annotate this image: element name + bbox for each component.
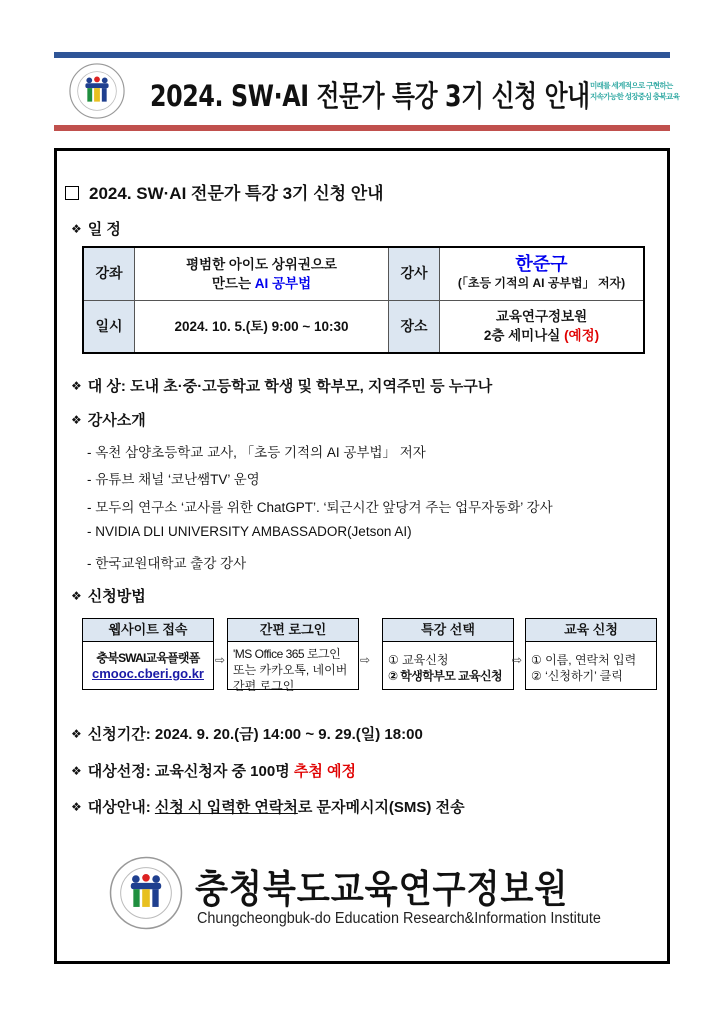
instructor-sub: (「초등 기적의 AI 공부법」 저자) <box>457 275 626 290</box>
bullet-diamond-icon: ❖ <box>71 379 82 393</box>
selection-highlight: 추첨 예정 <box>293 763 357 780</box>
step-title: 웹사이트 접속 <box>83 619 213 642</box>
step-line: ② 학생학부모 교육신청 <box>388 669 502 683</box>
course-highlight: AI 공부법 <box>254 275 312 291</box>
list-item: - 모두의 연구소 ‘교사를 위한 ChatGPT’. ‘퇴근시간 앞당겨 주는 업무자동화’ 강사 <box>87 500 553 515</box>
page-title: 2024. SW·AI 전문가 특강 3기 신청 안내 <box>150 79 590 113</box>
footer-org-name-kr: 충청북도교육연구정보원 <box>195 867 569 911</box>
step-line: 또는 카카오톡, 네이버 <box>233 663 348 677</box>
notice-label: 대상안내: <box>87 799 151 816</box>
label-course: 강좌 <box>83 247 135 300</box>
period-value: 2024. 9. 20.(금) 14:00 ~ 9. 29.(일) 18:00 <box>154 726 423 743</box>
bullet-diamond-icon: ❖ <box>71 413 82 427</box>
method-heading-text: 신청방법 <box>87 588 146 605</box>
step-line: 'MS Office 365 로그인 <box>233 647 341 661</box>
step-body <box>526 642 656 688</box>
header-bottom-bar <box>54 125 670 131</box>
footer-org-name-en: Chungcheongbuk-do Education Research&Information Institute <box>197 910 601 927</box>
target-label: 대 상: <box>87 378 126 395</box>
location-line-2 <box>444 326 639 345</box>
period-line <box>71 723 423 744</box>
instructor-name: 한준구 <box>515 253 568 274</box>
step-body <box>228 642 358 698</box>
instructor-heading-text: 강사소개 <box>87 412 146 429</box>
datetime-value: 2024. 10. 5.(토) 9:00 ~ 10:30 <box>135 300 389 353</box>
tagline-line-1: 미래를 세계적으로 구현하는 <box>590 81 673 90</box>
institute-logo-icon <box>68 62 126 120</box>
arrow-right-icon: ⇨ <box>215 653 226 667</box>
course-line-2 <box>139 274 384 293</box>
step-title: 간편 로그인 <box>228 619 358 642</box>
section-title <box>65 179 384 204</box>
bullet-diamond-icon: ❖ <box>71 589 82 603</box>
course-line-2-prefix: 만드는 <box>211 275 255 291</box>
notice-rest: 로 문자메시지(SMS) 전송 <box>297 799 465 816</box>
bullet-diamond-icon: ❖ <box>71 222 82 236</box>
selection-value: 교육신청자 중 100명 <box>154 763 294 780</box>
bullet-diamond-icon: ❖ <box>71 800 82 814</box>
location-note: (예정) <box>564 328 600 344</box>
instructor-heading <box>71 409 146 430</box>
label-instructor: 강사 <box>389 247 440 300</box>
step-apply <box>525 618 657 690</box>
step-login <box>227 618 359 693</box>
location-line-1: 교육연구정보원 <box>495 309 588 325</box>
step-line: ① 교육신청 <box>388 653 449 667</box>
target-line <box>71 375 492 396</box>
step-select-lecture <box>382 618 514 690</box>
list-item: - NVIDIA DLI UNIVERSITY AMBASSADOR(Jetson AI) <box>87 524 412 539</box>
bullet-diamond-icon: ❖ <box>71 727 82 741</box>
schedule-heading <box>71 218 121 239</box>
instructor-value <box>440 247 645 300</box>
step-body <box>383 642 513 688</box>
notice-box <box>54 148 670 964</box>
list-item: - 한국교원대학교 출강 강사 <box>87 556 247 571</box>
arrow-right-icon: ⇨ <box>512 653 523 667</box>
course-value <box>135 247 389 300</box>
list-item: - 유튜브 채널 ‘코난쌤TV’ 운영 <box>87 472 260 487</box>
step-body <box>83 642 213 686</box>
list-item: - 옥천 삼양초등학교 교사, 「초등 기적의 AI 공부법」 저자 <box>87 445 426 460</box>
step-line: 간편 로그인 <box>233 679 295 693</box>
bullet-diamond-icon: ❖ <box>71 764 82 778</box>
header-top-bar <box>54 52 670 58</box>
step-website <box>82 618 214 690</box>
platform-link[interactable]: cmooc.cberi.go.kr <box>92 666 204 681</box>
step-title: 특강 선택 <box>383 619 513 642</box>
step-title: 교육 신청 <box>526 619 656 642</box>
table-row <box>83 247 644 300</box>
checkbox-icon <box>65 186 79 200</box>
course-line-1: 평범한 아이도 상위권으로 <box>186 256 337 272</box>
label-datetime: 일시 <box>83 300 135 353</box>
platform-name: 충북SWAI교육플랫폼 <box>96 651 200 665</box>
header-tagline <box>590 80 680 102</box>
section-title-text: 2024. SW·AI 전문가 특강 3기 신청 안내 <box>89 184 384 203</box>
notice-line <box>71 796 465 817</box>
institute-logo-icon <box>108 855 184 931</box>
tagline-line-2: 지속가능한 성장중심 충북교육 <box>590 92 680 101</box>
target-value: 도내 초·중·고등학교 학생 및 학부모, 지역주민 등 누구나 <box>130 378 493 395</box>
step-line: ① 이름, 연락처 입력 <box>531 653 637 667</box>
selection-line <box>71 760 356 781</box>
notice-underlined: 신청 시 입력한 연락처 <box>154 799 298 816</box>
schedule-heading-text: 일 정 <box>87 221 121 238</box>
step-line: ② ‘신청하기’ 클릭 <box>531 669 623 683</box>
selection-label: 대상선정: <box>87 763 151 780</box>
label-location: 장소 <box>389 300 440 353</box>
schedule-table <box>82 246 645 354</box>
location-value <box>440 300 645 353</box>
arrow-right-icon: ⇨ <box>360 653 371 667</box>
period-label: 신청기간: <box>87 726 151 743</box>
location-room: 2층 세미나실 <box>483 328 565 344</box>
method-heading <box>71 585 146 606</box>
table-row <box>83 300 644 353</box>
